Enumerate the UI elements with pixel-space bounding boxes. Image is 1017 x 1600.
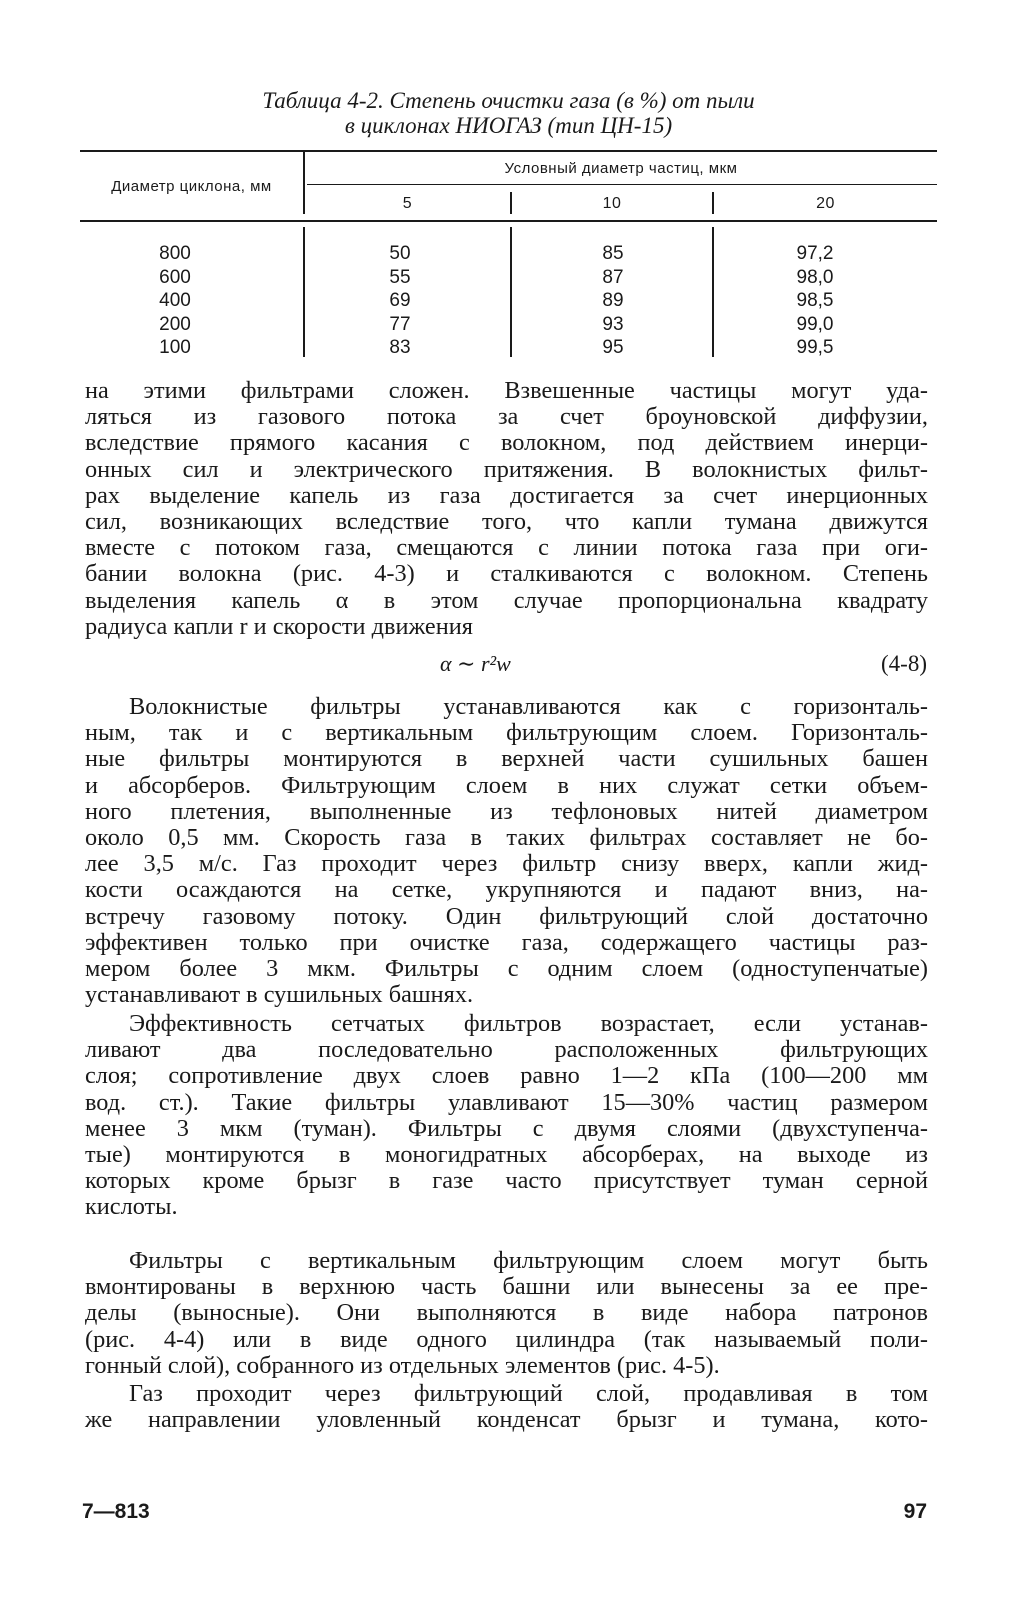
paragraph-1 [85,378,928,640]
table-cell: 100 [159,337,191,358]
text-line: менее 3 мкм (туман). Фильтры с двумя слоями (двухступенча- [85,1114,928,1142]
text-line: же направлении уловленный конденсат брызг и тумана, кото- [85,1406,928,1434]
text-line: и абсорберов. Фильтрующим слоем в них служат сетки объем- [85,771,928,799]
table-cell: 99,0 [796,313,834,335]
equation-number: (4-8) [881,651,927,676]
column-cyclone-diameter [150,242,200,360]
text-line: гонный слой), собранного из отдельных элементов (рис. 4-5). [85,1351,720,1379]
text-line: вод. ст.). Такие фильтры улавливают 15—30% частиц размером [85,1088,928,1116]
text-line: слоя; сопротивление двух слоев равно 1—2 кПа (100—200 мм [85,1062,928,1090]
subheader-10: 10 [602,195,622,212]
text-line: на этими фильтрами сложен. Взвешенные частицы могут уда- [85,377,928,404]
column-20 [785,242,845,360]
table-cell: 400 [159,290,191,311]
formula: α ∼ r²w [440,651,511,676]
text-line: ливают два последовательно расположенных фильтрующих [85,1036,928,1064]
text-line: около 0,5 мм. Скорость газа в таких фильтрах составляет не бо- [85,824,928,852]
column-5 [380,242,420,360]
text-line: бании волокна (рис. 4-3) и сталкиваются с волокном. Степень [85,560,928,588]
text-line: которых кроме брызг в газе часто присутствует туман серной [85,1167,928,1195]
text-line: Волокнистые фильтры устанавливаются как с горизонталь- [129,693,928,720]
text-line: сил, возникающих вследствие того, что капли тумана движутся [85,508,928,536]
text-line: эффективен только при очистке газа, содержащего частицы раз- [85,928,928,956]
text-line: онных сил и электрического притяжения. В волокнистых фильт- [85,455,928,483]
header-particle-diameter: Условный диаметр частиц, мкм [504,160,738,177]
paragraph-5 [85,1381,928,1433]
table-cell: 83 [389,337,411,358]
paragraph-3 [85,1011,928,1221]
column-10 [593,242,633,360]
printer-signature: 7—813 [82,1500,150,1523]
table-cell: 98,0 [796,266,834,288]
table-cell: 800 [159,243,191,264]
text-line: ным, так и с вертикальным фильтрующим слоем. Горизонталь- [85,719,928,747]
table-cell: 97,2 [796,243,834,264]
page-number: 97 [903,1500,927,1523]
table-cell: 93 [602,313,624,335]
text-line: выделения капель α в этом случае пропорциональна квадрату [85,586,928,614]
table-top-rule [80,150,937,152]
table-vline-body-10 [510,227,512,357]
text-line: тые) монтируются в моногидратных абсорберах, на выходе из [85,1141,928,1169]
subheader-20: 20 [816,195,835,212]
table-cell: 55 [389,266,411,288]
text-line: Фильтры с вертикальным фильтрующим слоем могут быть [129,1247,928,1274]
table-cell: 95 [602,337,624,358]
table-cell: 77 [389,313,411,335]
text-line: кости осаждаются на сетке, укрупняются и падают вниз, на- [85,876,928,904]
text-line: встречу газовому потоку. Один фильтрующий слой достаточно [85,902,928,930]
table-cell: 87 [602,266,624,288]
table-caption-line-1: Таблица 4-2. Степень очистки газа (в %) от пыли [262,88,755,113]
table-cell: 89 [602,290,624,311]
table-cell: 69 [389,290,411,311]
table-caption [80,88,937,138]
table-cell: 99,5 [796,337,834,358]
text-line: радиуса капли r и скорости движения [85,612,473,640]
text-line: вмонтированы в верхнюю часть башни или вынесены за ее пре- [85,1273,928,1301]
text-line: вследствие прямого касания с волокном, под действием инерци- [85,429,928,457]
table-header-rule [80,220,937,222]
text-line: Газ проходит через фильтрующий слой, продавливая в том [129,1380,928,1407]
table-cell: 50 [389,243,411,264]
table-cell: 98,5 [796,290,834,311]
text-line: (рис. 4-4) или в виде одного цилиндра (так называемый поли- [85,1325,928,1353]
text-line: кислоты. [85,1193,178,1221]
text-line: делы (выносные). Они выполняются в виде набора патронов [85,1299,928,1327]
table-vline-body-20 [712,227,714,357]
subheader-5: 5 [402,195,413,212]
paragraph-2 [85,694,928,1008]
table-cell: 85 [602,243,624,264]
header-cyclone-diameter: Диаметр циклона, мм [111,178,272,195]
table-cell: 600 [159,266,191,288]
table-vline-body-stub [303,227,305,357]
text-line: устанавливают в сушильных башнях. [85,981,474,1009]
table-cell: 200 [159,313,191,335]
text-line: лее 3,5 м/с. Газ проходит через фильтр снизу вверх, капли жид- [85,850,928,878]
text-line: ного плетения, выполненные из тефлоновых нитей диаметром [85,797,928,825]
text-line: вместе с потоком газа, смещаются с линии потока газа при оги- [85,534,928,562]
table-group-rule [307,184,937,185]
text-line: мером более 3 мкм. Фильтры с одним слоем (одноступенчатые) [85,955,928,983]
text-line: Эффективность сетчатых фильтров возрастает, если устанав- [129,1010,928,1037]
paragraph-4 [85,1248,928,1379]
text-line: ляться из газового потока за счет броуновской диффузии, [85,403,928,431]
text-line: рах выделение капель из газа достигается за счет инерционных [85,481,928,509]
table-caption-line-2: в циклонах НИОГАЗ (тип ЦН-15) [344,113,673,138]
text-line: ные фильтры монтируются в верхней части сушильных башен [85,745,928,773]
